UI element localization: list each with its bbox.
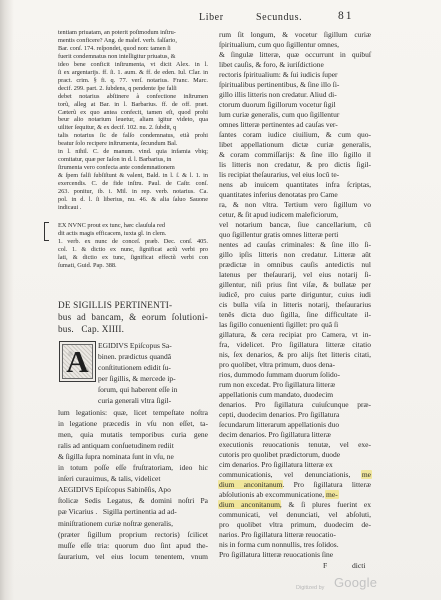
body-line: ſaurarium, vel eius locum tenentem, vnum [58, 551, 208, 561]
note-line: Cæterũ ex quo antea confecit, tamen eſt, quod prohi [58, 108, 208, 116]
right-column-line: prædictæ in omnibus cauſis antedictis nul [219, 260, 371, 269]
right-column-line: latenus per theſaurarij, vel eius notarij ſi- [219, 270, 371, 279]
right-column-line: ſantes coram iudice ciuilium, & cum quo- [219, 130, 371, 139]
right-column-line: cutoris pro quolibet prædictorum, duode [219, 450, 341, 459]
note-line: pol. in d. l. ſi liberius, nu. 46. & alia ſaluo Sauone [58, 196, 208, 204]
drop-cap-initial: A [59, 341, 96, 382]
note-line: & ſpem falſi ſubſiſtunt & valent, Bald. in l. ſ. & l. 1. in [58, 172, 208, 180]
note-line: ſi ex argentarijs. ff. ſi. 1. aum. & ff. de eden. Iul. Clar. in [58, 68, 208, 76]
body-line: in totum poſſe eſſe fruſtratoriam, ideo hic [58, 463, 208, 473]
body-line: inſeri curauimus, & talis, videlicet [58, 474, 161, 484]
note-line: dit actis magis efficacem, iuxta gl. in clem. [58, 230, 167, 238]
note-line: tentiam priuatam, an poterit poſtmodum inſtru- [58, 29, 176, 36]
note-line: talis notarius ſic de falſo condemnatus, etiã prohi [58, 132, 208, 140]
right-column-line: ſpiritualibus pertinentibus, & ſine illo ſi- [219, 80, 340, 89]
note-line: exercendis. C. de fide inſtru. Paul. de Caſtr. conſ. [58, 180, 208, 188]
right-column-line: nentes ad cauſas criminales: & ſine illo ſi- [219, 240, 372, 249]
chapter-body [58, 407, 208, 562]
body-line: binen. prædictus quandã [98, 352, 172, 362]
right-column-line: executionis reuocationis tenutæ, vel exe- [219, 440, 371, 449]
body-line: ſorum, qui haberent eſſe in [98, 385, 178, 395]
right-column-line: gillo illis litteris non credatur. Aliud di- [219, 90, 337, 99]
right-column-line: lis recipiat theſaurarius, vel eius locũ te- [219, 170, 340, 179]
right-column-line: cetur, & ſit apud iudicem maleficiorum, [219, 210, 339, 219]
body-line: per ſigillis, & mercede ip- [98, 374, 176, 384]
note-line: ſtrumenta vero confecta ante condemnationem [58, 164, 175, 172]
note-line: beatur ſolo recipere inſtrumenta, ſecundum Bal. [58, 140, 178, 148]
right-column-line: dium anconitanum, & ſi plures fuerint ex [219, 500, 371, 509]
body-line: ſtolicæ Sedis Legatus, & domini noſtri Pa [58, 496, 208, 506]
right-column-line: denarios. Pro ſigillatura cuiuſcunque præ- [219, 400, 371, 409]
right-column-line: gillentur, niſi prius ſint viſæ, & bullatæ per [219, 280, 371, 289]
chapter-heading [58, 299, 208, 335]
note-line: indicaui . [58, 203, 82, 211]
note-line: pract. crim. § fi. q. 77. verſ. notarius. Franc. Marc. [58, 76, 208, 84]
right-column-line: libet appellationum dictæ curiæ generalis, [219, 140, 371, 149]
right-column-line: cim denarios. Pro ſigillatura litteræ ex [219, 460, 333, 469]
body-line: ralis ad antiquam conſuetudinem rediit [58, 440, 174, 450]
margin-bracket [44, 222, 49, 241]
note-line: decif. 299. part. 2. ſubdens, q pendente ſpe falſi [58, 84, 177, 92]
right-column-line: decim denarios. Pro ſigillatura litteræ [219, 430, 331, 439]
right-column-line: communicationis, vel denunciationis, me [219, 470, 371, 479]
note-line: ideo bene conficit inſtrumenta, vt dicit Alex. in l. [58, 60, 208, 68]
right-column-line: rum non excedat. Pro ſigillatura litteræ [219, 380, 336, 389]
note-line: debet notarius abſtinere à confectione inſtrumen [58, 92, 208, 100]
right-column-line: lis litteris non credatur, & pro dictis ſigil- [219, 160, 371, 169]
right-column-line: rum ſit longum, & vocetur ſigillum curiæ [219, 30, 371, 39]
google-watermark: Google [334, 575, 378, 590]
right-column-line: rectoris ſpiritualium: & ſui iudicis ſuper [219, 70, 338, 79]
right-column-line: nis in forma cum nonnullis, tres ſolidos. [219, 540, 339, 549]
body-line: curia generali vltra ſigil- [98, 396, 172, 406]
note-line: comitatur, quæ per Iaſon in d. l. Barbarius, in [58, 156, 172, 164]
running-head-left: Liber [199, 12, 224, 23]
note-line: lati, & dictio ex tunc, ſignificat effectũ verbi con [58, 254, 208, 262]
right-column-line: & ſingulæ litteræ, quæ occurrunt in quibuſ [219, 50, 371, 59]
right-column-line: las ſigillo conuenienti ſigillet: pro quã ſi [219, 320, 339, 329]
note-line: uiliter ſequitur, & ex decif. 102. nu. 2. ſubdit, q [58, 124, 177, 132]
ex-nunc-note [58, 222, 208, 271]
signature-mark: F [323, 561, 328, 570]
right-column-line: rios, dummodo ſummam duorum ſolido- [219, 370, 341, 379]
right-column-line: ctorum duorum ſigillorum vocetur ſigil [219, 100, 336, 109]
right-column-line: ra, & non vltra. Tertium vero ſigillum vo [219, 200, 372, 209]
note-line: beur alio notarium leuetur, aliam igitur videto, qua [58, 116, 208, 124]
right-column-line: omnes litteræ pertinentes ad cauſas ver- [219, 120, 338, 129]
right-column-line: appellationis cum mandato, duodecim [219, 390, 334, 399]
chapter-heading-line: bus. Cap. XIIII. [58, 324, 125, 334]
note-line: fuerit condemnatus non intelligitur priuatus, & [58, 52, 176, 60]
right-column-line: iudicẽ, pro cuius parte diriguntur, cuius iudi [219, 290, 371, 299]
right-column-line: & coram commiſſarijs: & ſine illo ſigillo il [219, 150, 372, 159]
body-line: (præter ſigillum proprium rectoris) ſcilicet [58, 529, 208, 539]
right-column-line: fra, videlicet. Pro ſigillatura litteræ citatio [219, 340, 371, 349]
right-column-line: dium anconitanum. Pro ſigillatura litteræ [219, 480, 371, 489]
right-column-line: cis bulla viſa in litteris notarij, theſaurarius [219, 300, 371, 309]
body-line: AEGIDIVS Epiſcopus Sabinẽſis, Apo [58, 485, 171, 495]
right-column-line: lum curiæ generalis, cum quo ſigillentur [219, 110, 340, 119]
running-head-right: Secundus. [256, 12, 303, 23]
right-column [219, 30, 371, 560]
right-column-line: libet cauſis, & foro, & iuriſdictione [219, 60, 324, 69]
body-line: in legatione præcedis in vſu non eſſet, ta- [58, 418, 208, 428]
chapter-heading-line: bus ad bancam, & eorum ſolutioni- [58, 312, 208, 322]
body-line: & ſigilla ſupra nominata ſunt in vſu, ne [58, 451, 174, 461]
right-column-line: gillatura, & cera recipiat pro Camera, vt in- [219, 330, 371, 339]
right-column-line: nens ab inuicem quantitates infra ſcriptas, [219, 180, 371, 189]
body-line: miniſtrationem curiæ noſtræ generalis, [58, 518, 173, 528]
note-line: EX NVNC prout ex tunc, hæc clauſula red [58, 222, 166, 229]
watermark-prefix: Digitized by [296, 585, 325, 591]
note-line: 263. ponitur, ib. i. Mil. in rep. verb. notarius. Ca. [58, 188, 208, 196]
right-column-line: Pro ſigillatura litteræ reuocationis ſine [219, 550, 334, 559]
body-line: lum legationis: quæ, licet tempeſtate noſtra [58, 407, 208, 417]
note-line: 1. verb. ex nunc de conceſ. præb. Dec. conſ. 405. [58, 238, 208, 246]
commentary-notes [58, 29, 208, 212]
note-line: torũ, alleg at Bar. in l. Barbarius. ff. de off. præt. [58, 100, 208, 108]
note-line: mentis conficere? Ang. de malef. verb. falſario, [58, 36, 177, 44]
note-line: col. 1. & dictio ex nunc, ſignificat actũ verbi pro [58, 246, 208, 254]
right-column-line: tenẽs dicta duo ſigilla, ſine difficultate il- [219, 310, 371, 319]
note-line: Bar. conſ. 174. reſpondet, quod non: tamen ſi [58, 44, 171, 52]
catchword: dicti [352, 561, 366, 570]
right-column-line: communicati, vel denunciati, vel abſoluti, [219, 510, 371, 519]
right-column-line: quo ſigillentur gratis omnes litteræ perti [219, 230, 339, 239]
right-column-line: cepti, duodecim denarios. Pro ſigillatura [219, 410, 340, 419]
right-column-line: pro quolibet vltra primum, duodecim de- [219, 520, 371, 529]
body-line: conſtitutionem edidit ſu- [98, 363, 171, 373]
body-line: pæ Vicarius . Sigilla pertinentia ad ad- [58, 507, 177, 517]
note-line: in l. nihil. C. de manum. vind. quia infamia vbiq; [58, 148, 208, 156]
right-column-line: nis, ſex denarios, & pro alijs ſtet litteris citati, [219, 350, 371, 359]
right-column-line: vel notarium bancæ, ſiue cancellarium, cũ [219, 220, 371, 229]
right-column-line: narios. Pro ſigillatura litteræ reuocatio- [219, 530, 336, 539]
chapter-heading-line: DE SIGILLIS PERTINENTI- [58, 300, 173, 310]
note-line: ſumati, Guid. Pap. 388. [58, 262, 117, 270]
right-column-line: ſpiritualium, cum quo ſigillentur omnes, [219, 40, 339, 49]
right-column-line: quantitates inferius denotatas pro Came [219, 190, 338, 199]
page-number: 81 [338, 10, 354, 22]
chapter-text-beside-initial [98, 340, 208, 407]
body-line: muſſe eſſe tria: quorum duo ſint apud the- [58, 540, 208, 550]
right-column-line: ſecundarum litterarum appellationis duo [219, 420, 340, 429]
body-line: EGIDIVS Epiſcopus Sa- [98, 341, 172, 350]
body-line: men, quia mutatis temporibus curia gene [58, 429, 208, 439]
right-column-line: abſolutionis ab excommunicatione, me- [219, 490, 338, 499]
right-column-line: pro quolibet, vltra primum, duos dena- [219, 360, 336, 369]
right-column-line: gillo ipſis litteris non credatur. Litteræ aũt [219, 250, 371, 259]
